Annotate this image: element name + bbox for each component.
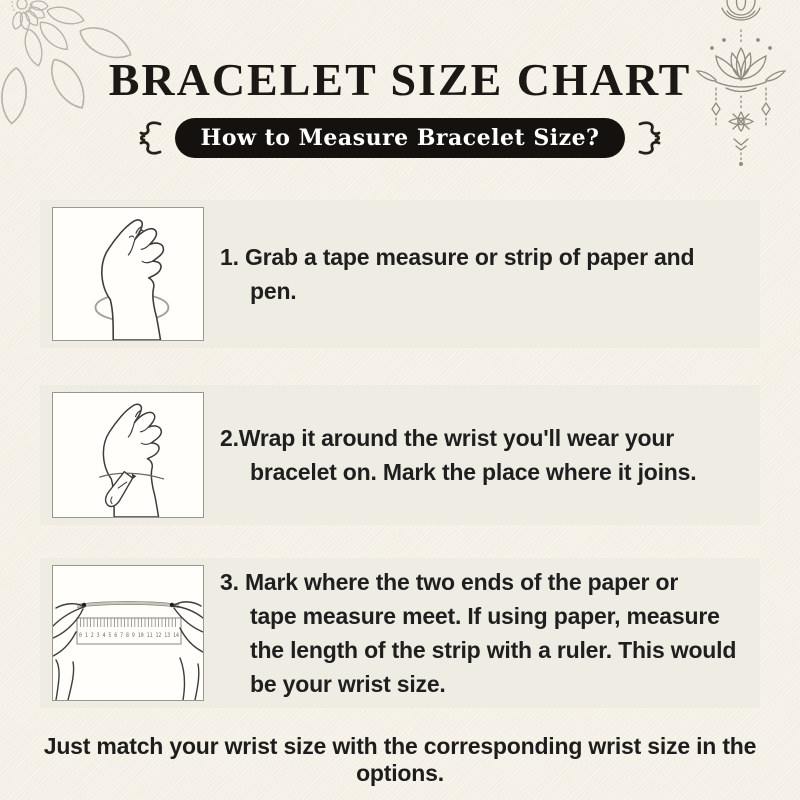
step-3-text: [220, 565, 754, 701]
ruler-measuring-illustration-icon: [53, 566, 203, 700]
step-3-line-1: 3. Mark where the two ends of the paper or: [220, 569, 679, 595]
swirl-bracket-left-icon: [135, 119, 165, 157]
step-1-text: [220, 240, 754, 308]
step-2-line-2: bracelet on. Mark the place where it joins.: [250, 459, 697, 485]
step-3-line-4: be your wrist size.: [250, 671, 446, 697]
step-3-line-2: tape measure meet. If using paper, measure: [250, 603, 720, 629]
step-3-section: [40, 558, 760, 708]
fist-with-tape-illustration-icon: [53, 208, 203, 340]
ruler-numbers: 0 1 2 3 4 5 6 7 8 9 10 11 12 13 14: [79, 632, 180, 639]
swirl-bracket-right-icon: [635, 119, 665, 157]
step-2-line-1: 2.Wrap it around the wrist you'll wear your: [220, 425, 674, 451]
step-2-illustration-panel: [52, 392, 204, 518]
footer-note: Just match your wrist size with the corresponding wrist size in the options.: [43, 733, 757, 786]
step-1-line-1: 1. Grab a tape measure or strip of paper and: [220, 244, 695, 270]
step-3-line-3: the length of the strip with a ruler. This would: [250, 637, 737, 663]
step-2-section: [40, 385, 760, 525]
step-2-text: [220, 421, 754, 489]
step-3-illustration-panel: [52, 565, 204, 701]
step-1-line-2: pen.: [250, 278, 297, 304]
page-title: BRACELET SIZE CHART: [108, 54, 692, 105]
fist-with-pen-illustration-icon: [53, 393, 203, 517]
how-to-measure-badge: How to Measure Bracelet Size?: [175, 118, 626, 158]
step-1-illustration-panel: [52, 207, 204, 341]
step-1-section: [40, 200, 760, 348]
subtitle-badge-row: [0, 118, 800, 158]
